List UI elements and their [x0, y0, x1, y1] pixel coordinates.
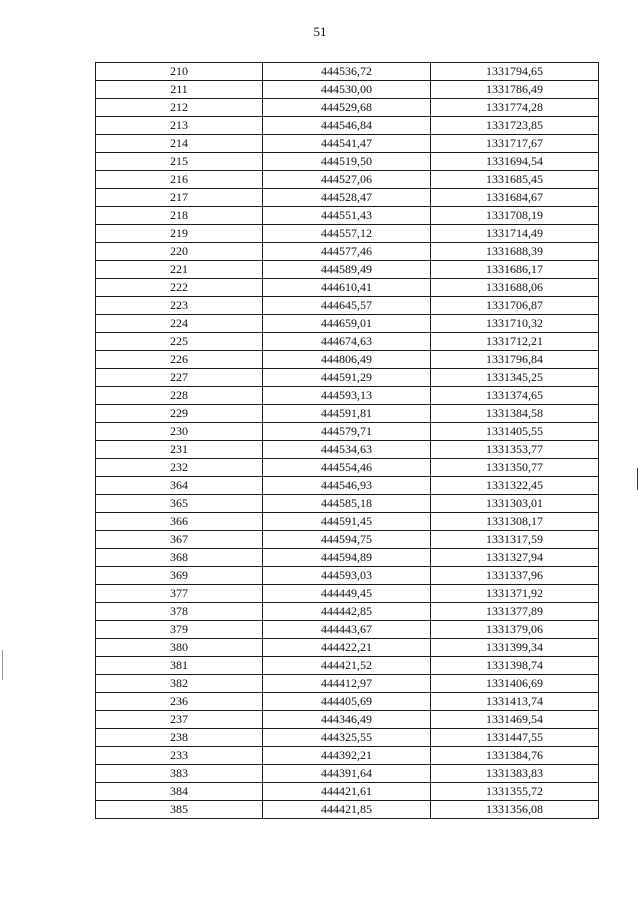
table-row	[96, 693, 599, 711]
point-number-cell: 215	[96, 153, 263, 171]
y-coordinate-cell: 1331706,87	[431, 297, 599, 315]
y-coordinate-cell: 1331355,72	[431, 783, 599, 801]
point-number-cell: 238	[96, 729, 263, 747]
table-row	[96, 297, 599, 315]
table-row	[96, 639, 599, 657]
point-number-cell: 381	[96, 657, 263, 675]
y-coordinate-cell: 1331708,19	[431, 207, 599, 225]
x-coordinate-cell: 444579,71	[263, 423, 431, 441]
x-coordinate-cell: 444422,21	[263, 639, 431, 657]
table-row	[96, 765, 599, 783]
point-number-cell: 368	[96, 549, 263, 567]
x-coordinate-cell: 444421,52	[263, 657, 431, 675]
y-coordinate-cell: 1331384,58	[431, 405, 599, 423]
table-row	[96, 81, 599, 99]
y-coordinate-cell: 1331786,49	[431, 81, 599, 99]
point-number-cell: 228	[96, 387, 263, 405]
point-number-cell: 366	[96, 513, 263, 531]
point-number-cell: 229	[96, 405, 263, 423]
y-coordinate-cell: 1331405,55	[431, 423, 599, 441]
table-row	[96, 279, 599, 297]
x-coordinate-cell: 444806,49	[263, 351, 431, 369]
table-row	[96, 621, 599, 639]
x-coordinate-cell: 444421,85	[263, 801, 431, 819]
x-coordinate-cell: 444405,69	[263, 693, 431, 711]
y-coordinate-cell: 1331303,01	[431, 495, 599, 513]
table-row	[96, 675, 599, 693]
x-coordinate-cell: 444557,12	[263, 225, 431, 243]
x-coordinate-cell: 444530,00	[263, 81, 431, 99]
table-row	[96, 441, 599, 459]
point-number-cell: 380	[96, 639, 263, 657]
point-number-cell: 224	[96, 315, 263, 333]
x-coordinate-cell: 444591,45	[263, 513, 431, 531]
table-row	[96, 801, 599, 819]
y-coordinate-cell: 1331399,34	[431, 639, 599, 657]
x-coordinate-cell: 444449,45	[263, 585, 431, 603]
point-number-cell: 225	[96, 333, 263, 351]
y-coordinate-cell: 1331353,77	[431, 441, 599, 459]
y-coordinate-cell: 1331413,74	[431, 693, 599, 711]
x-coordinate-cell: 444391,64	[263, 765, 431, 783]
x-coordinate-cell: 444593,03	[263, 567, 431, 585]
x-coordinate-cell: 444325,55	[263, 729, 431, 747]
y-coordinate-cell: 1331794,65	[431, 63, 599, 81]
x-coordinate-cell: 444546,84	[263, 117, 431, 135]
table-row	[96, 315, 599, 333]
y-coordinate-cell: 1331308,17	[431, 513, 599, 531]
point-number-cell: 367	[96, 531, 263, 549]
point-number-cell: 379	[96, 621, 263, 639]
table-row	[96, 99, 599, 117]
scan-edge-mark	[2, 650, 3, 680]
y-coordinate-cell: 1331379,06	[431, 621, 599, 639]
y-coordinate-cell: 1331406,69	[431, 675, 599, 693]
y-coordinate-cell: 1331685,45	[431, 171, 599, 189]
point-number-cell: 365	[96, 495, 263, 513]
x-coordinate-cell: 444534,63	[263, 441, 431, 459]
point-number-cell: 233	[96, 747, 263, 765]
point-number-cell: 212	[96, 99, 263, 117]
table-row	[96, 243, 599, 261]
x-coordinate-cell: 444527,06	[263, 171, 431, 189]
y-coordinate-cell: 1331684,67	[431, 189, 599, 207]
point-number-cell: 385	[96, 801, 263, 819]
table-row	[96, 513, 599, 531]
y-coordinate-cell: 1331688,39	[431, 243, 599, 261]
point-number-cell: 384	[96, 783, 263, 801]
table-row	[96, 63, 599, 81]
table-row	[96, 207, 599, 225]
x-coordinate-cell: 444392,21	[263, 747, 431, 765]
x-coordinate-cell: 444541,47	[263, 135, 431, 153]
table-row	[96, 387, 599, 405]
point-number-cell: 236	[96, 693, 263, 711]
y-coordinate-cell: 1331723,85	[431, 117, 599, 135]
point-number-cell: 383	[96, 765, 263, 783]
x-coordinate-cell: 444442,85	[263, 603, 431, 621]
point-number-cell: 217	[96, 189, 263, 207]
table-row	[96, 351, 599, 369]
point-number-cell: 382	[96, 675, 263, 693]
y-coordinate-cell: 1331694,54	[431, 153, 599, 171]
table-row	[96, 225, 599, 243]
point-number-cell: 223	[96, 297, 263, 315]
point-number-cell: 227	[96, 369, 263, 387]
point-number-cell: 220	[96, 243, 263, 261]
table-row	[96, 603, 599, 621]
x-coordinate-cell: 444645,57	[263, 297, 431, 315]
point-number-cell: 210	[96, 63, 263, 81]
point-number-cell: 214	[96, 135, 263, 153]
point-number-cell: 230	[96, 423, 263, 441]
y-coordinate-cell: 1331383,83	[431, 765, 599, 783]
point-number-cell: 213	[96, 117, 263, 135]
table-row	[96, 495, 599, 513]
x-coordinate-cell: 444610,41	[263, 279, 431, 297]
coordinates-table	[95, 62, 599, 819]
point-number-cell: 378	[96, 603, 263, 621]
table-row	[96, 333, 599, 351]
point-number-cell: 216	[96, 171, 263, 189]
point-number-cell: 369	[96, 567, 263, 585]
x-coordinate-cell: 444529,68	[263, 99, 431, 117]
table-row	[96, 135, 599, 153]
y-coordinate-cell: 1331686,17	[431, 261, 599, 279]
y-coordinate-cell: 1331356,08	[431, 801, 599, 819]
y-coordinate-cell: 1331774,28	[431, 99, 599, 117]
y-coordinate-cell: 1331374,65	[431, 387, 599, 405]
table-row	[96, 531, 599, 549]
y-coordinate-cell: 1331398,74	[431, 657, 599, 675]
point-number-cell: 226	[96, 351, 263, 369]
table-row	[96, 729, 599, 747]
x-coordinate-cell: 444591,81	[263, 405, 431, 423]
table-row	[96, 117, 599, 135]
scan-edge-mark	[637, 468, 638, 490]
y-coordinate-cell: 1331322,45	[431, 477, 599, 495]
x-coordinate-cell: 444536,72	[263, 63, 431, 81]
x-coordinate-cell: 444591,29	[263, 369, 431, 387]
y-coordinate-cell: 1331710,32	[431, 315, 599, 333]
y-coordinate-cell: 1331796,84	[431, 351, 599, 369]
table-row	[96, 549, 599, 567]
x-coordinate-cell: 444577,46	[263, 243, 431, 261]
y-coordinate-cell: 1331345,25	[431, 369, 599, 387]
y-coordinate-cell: 1331384,76	[431, 747, 599, 765]
y-coordinate-cell: 1331317,59	[431, 531, 599, 549]
x-coordinate-cell: 444585,18	[263, 495, 431, 513]
y-coordinate-cell: 1331337,96	[431, 567, 599, 585]
table-row	[96, 423, 599, 441]
y-coordinate-cell: 1331447,55	[431, 729, 599, 747]
y-coordinate-cell: 1331371,92	[431, 585, 599, 603]
x-coordinate-cell: 444589,49	[263, 261, 431, 279]
x-coordinate-cell: 444412,97	[263, 675, 431, 693]
point-number-cell: 218	[96, 207, 263, 225]
table-row	[96, 405, 599, 423]
x-coordinate-cell: 444528,47	[263, 189, 431, 207]
y-coordinate-cell: 1331717,67	[431, 135, 599, 153]
y-coordinate-cell: 1331712,21	[431, 333, 599, 351]
table-row	[96, 189, 599, 207]
table-row	[96, 261, 599, 279]
point-number-cell: 364	[96, 477, 263, 495]
x-coordinate-cell: 444546,93	[263, 477, 431, 495]
x-coordinate-cell: 444674,63	[263, 333, 431, 351]
y-coordinate-cell: 1331327,94	[431, 549, 599, 567]
coordinates-table-body	[96, 63, 599, 819]
table-row	[96, 711, 599, 729]
table-row	[96, 477, 599, 495]
y-coordinate-cell: 1331350,77	[431, 459, 599, 477]
x-coordinate-cell: 444659,01	[263, 315, 431, 333]
y-coordinate-cell: 1331714,49	[431, 225, 599, 243]
x-coordinate-cell: 444594,89	[263, 549, 431, 567]
y-coordinate-cell: 1331688,06	[431, 279, 599, 297]
table-row	[96, 369, 599, 387]
point-number-cell: 231	[96, 441, 263, 459]
x-coordinate-cell: 444551,43	[263, 207, 431, 225]
point-number-cell: 221	[96, 261, 263, 279]
table-row	[96, 585, 599, 603]
point-number-cell: 237	[96, 711, 263, 729]
x-coordinate-cell: 444443,67	[263, 621, 431, 639]
page-number: 51	[313, 24, 327, 39]
point-number-cell: 377	[96, 585, 263, 603]
table-row	[96, 747, 599, 765]
table-row	[96, 567, 599, 585]
point-number-cell: 211	[96, 81, 263, 99]
x-coordinate-cell: 444593,13	[263, 387, 431, 405]
x-coordinate-cell: 444421,61	[263, 783, 431, 801]
table-row	[96, 783, 599, 801]
y-coordinate-cell: 1331469,54	[431, 711, 599, 729]
table-row	[96, 153, 599, 171]
table-row	[96, 657, 599, 675]
table-row	[96, 171, 599, 189]
y-coordinate-cell: 1331377,89	[431, 603, 599, 621]
x-coordinate-cell: 444346,49	[263, 711, 431, 729]
x-coordinate-cell: 444554,46	[263, 459, 431, 477]
point-number-cell: 219	[96, 225, 263, 243]
x-coordinate-cell: 444519,50	[263, 153, 431, 171]
x-coordinate-cell: 444594,75	[263, 531, 431, 549]
point-number-cell: 222	[96, 279, 263, 297]
table-row	[96, 459, 599, 477]
point-number-cell: 232	[96, 459, 263, 477]
